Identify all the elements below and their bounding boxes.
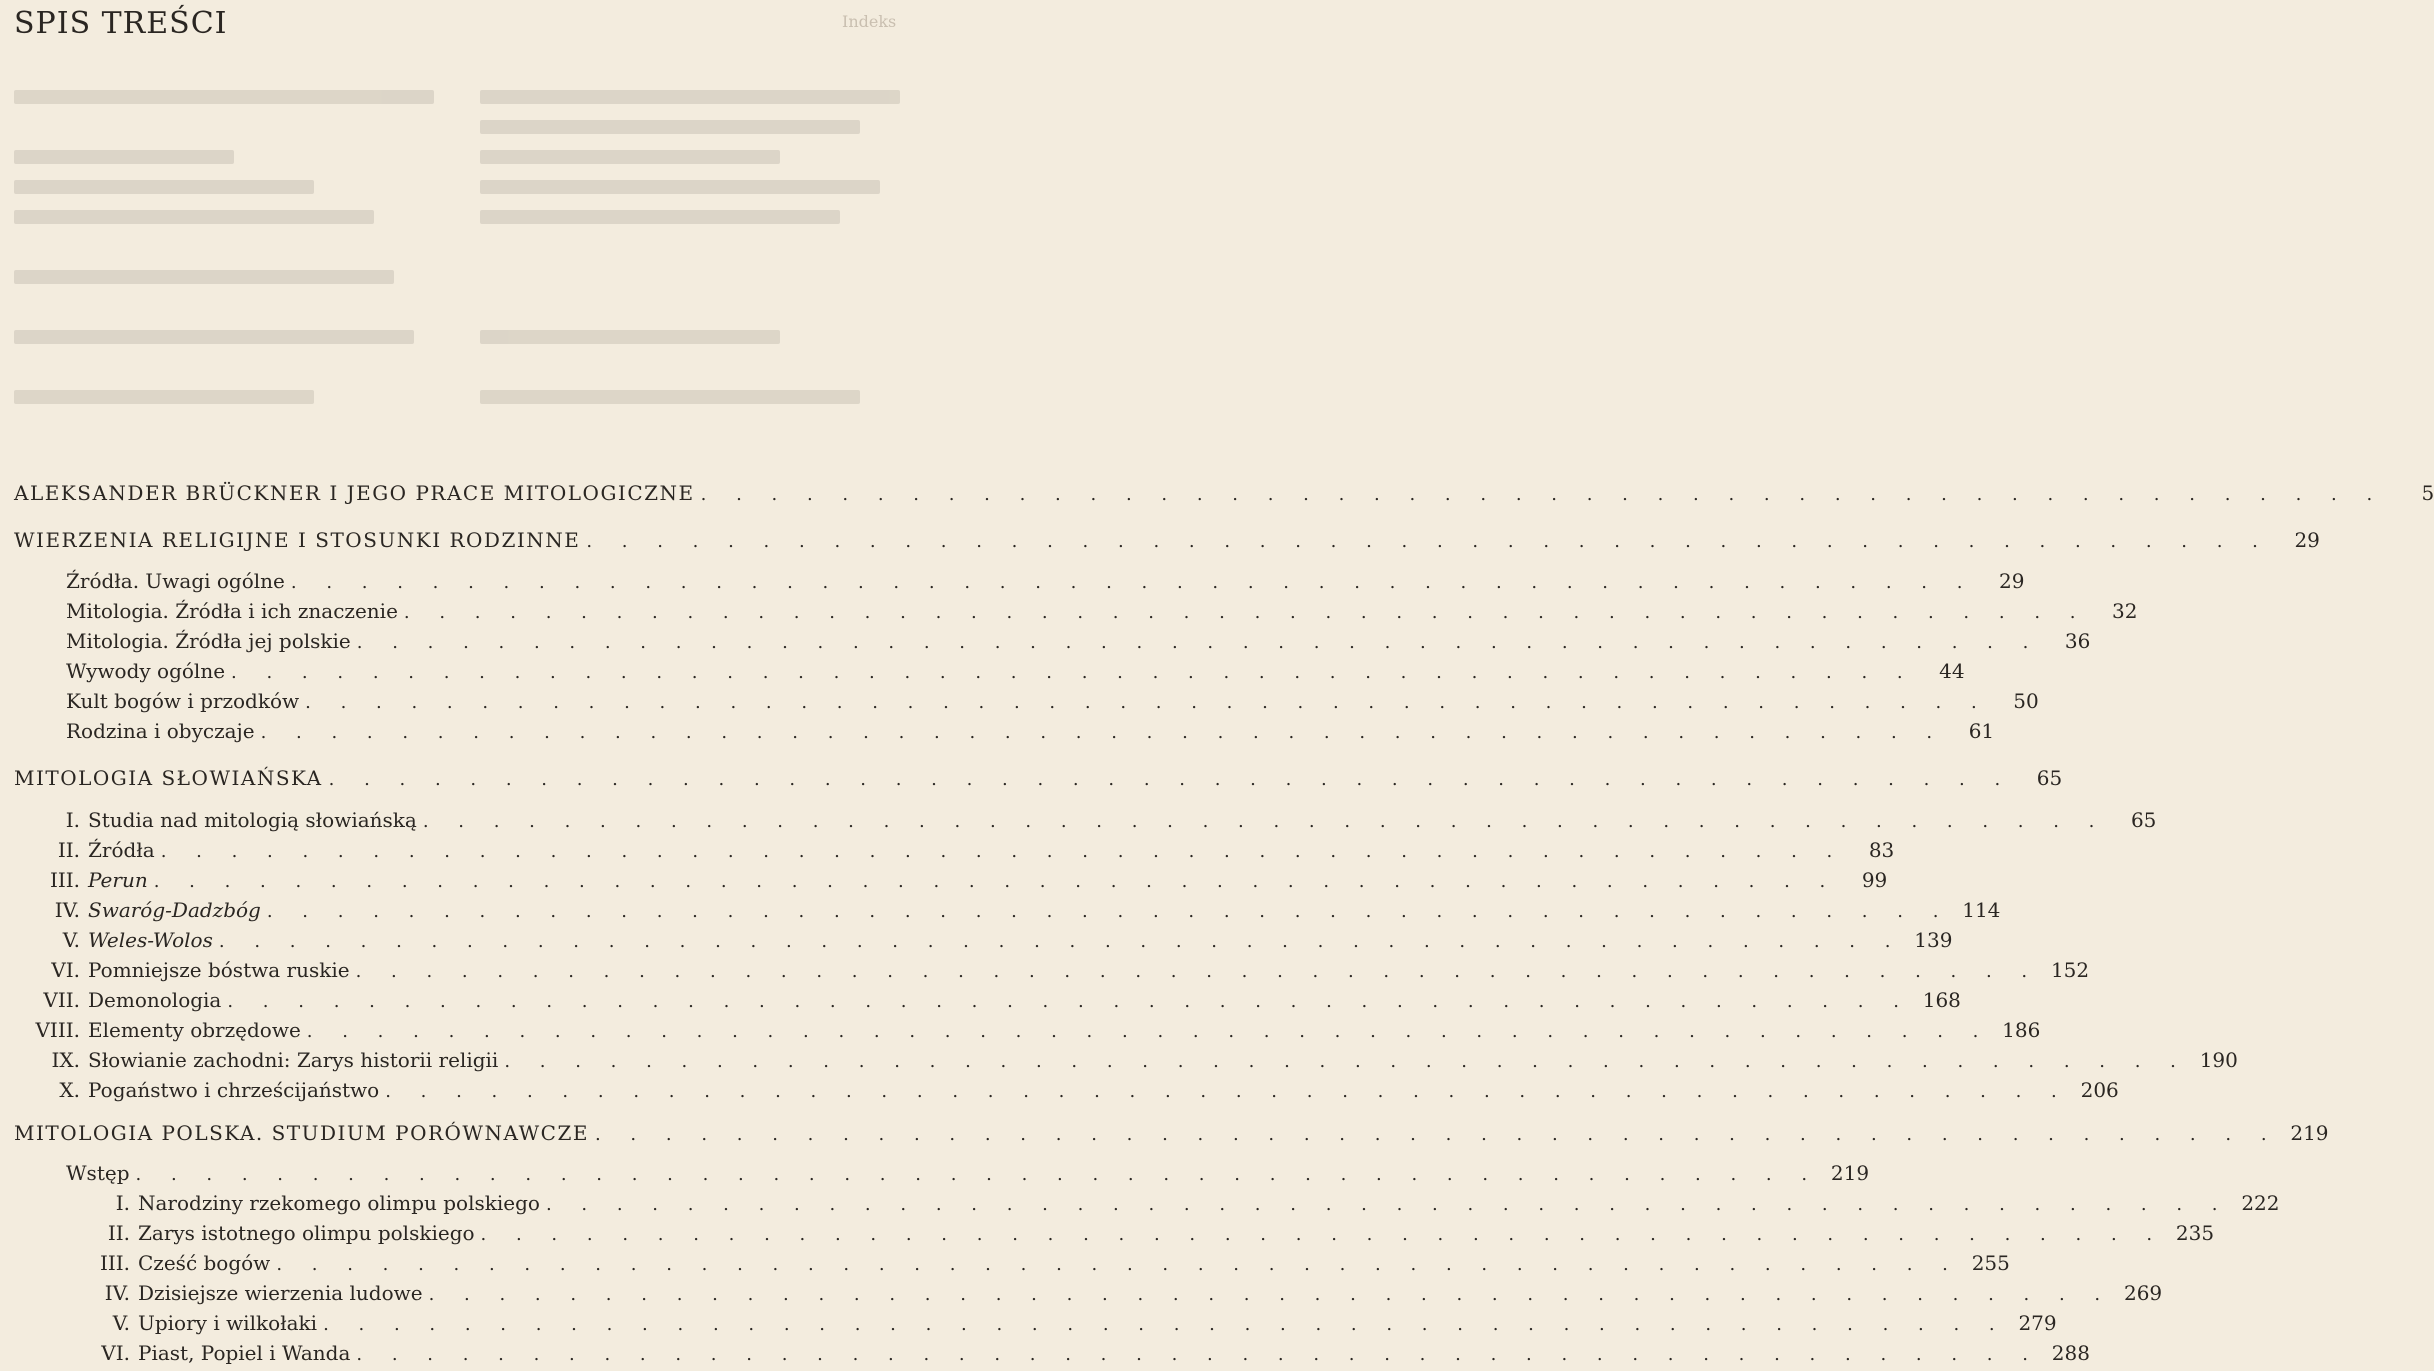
toc-page-number: 65 — [2036, 766, 2063, 790]
toc-entry[interactable] — [10, 1308, 2057, 1338]
toc-entry-number: V. — [112, 1311, 130, 1335]
toc-entry-label: Wywody ogólne — [66, 659, 226, 683]
toc-page-number: 255 — [1971, 1251, 2010, 1275]
toc-entry[interactable] — [10, 1248, 2010, 1278]
dot-leader: . . . . . . . . . . . . . . . . . . . . . . . . . . . . . . . . . . . . . . . . . . . . . . . . — [306, 1021, 1991, 1042]
toc-page-number: 32 — [2112, 599, 2138, 623]
dot-leader: . . . . . . . . . . . . . . . . . . . . . . . . . . . . . . . . . . . . . . . . . . . . . . . . — [305, 692, 1989, 713]
toc-page-number: 152 — [2050, 958, 2090, 982]
dot-leader: . . . . . . . . . . . . . . . . . . . . . . . . . . . . . . . . . . . . . . . . . . . . . . . . — [545, 1194, 2230, 1215]
dot-leader: . . . . . . . . . . . . . . . . . . . . . . . . . . . . . . . . . . . . . . . . . . . . . . . . — [385, 1081, 2069, 1102]
page-title: SPIS TREŚCI — [14, 6, 228, 41]
toc-entry-number: VII. — [43, 988, 80, 1012]
dot-leader: . . . . . . . . . . . . . . . . . . . . . . . . . . . . . . . . . . . . . . . . . . . . . . . . — [323, 1314, 2007, 1335]
toc-entry[interactable] — [66, 716, 1995, 746]
toc-page-number: 279 — [2018, 1311, 2057, 1335]
toc-page-number: 219 — [1830, 1161, 1870, 1185]
dot-leader: . . . . . . . . . . . . . . . . . . . . . . . . . . . . . . . . . . . . . . . . . . . . . . . . — [260, 722, 1945, 743]
toc-page-number: 288 — [2051, 1341, 2090, 1365]
toc-entry-label: Dzisiejsze wierzenia ludowe — [138, 1281, 423, 1305]
toc-entry-label: WIERZENIA RELIGIJNE I STOSUNKI RODZINNE — [14, 528, 581, 552]
toc-entry-label: ALEKSANDER BRÜCKNER I JEGO PRACE MITOLOGICZNE — [14, 481, 695, 505]
toc-section-entry[interactable] — [14, 478, 2434, 508]
toc-entry[interactable] — [10, 985, 1961, 1015]
toc-entry-number: II. — [57, 838, 80, 862]
toc-entry-label: Studia nad mitologią słowiańską — [88, 808, 417, 832]
dot-leader: . . . . . . . . . . . . . . . . . . . . . . . . . . . . . . . . . . . . . . . . . . . . . . . . — [356, 632, 2041, 653]
toc-entry-number: VI. — [101, 1341, 130, 1365]
toc-page-number: 50 — [2013, 689, 2039, 713]
toc-entry[interactable] — [10, 835, 1895, 865]
dot-leader: . . . . . . . . . . . . . . . . . . . . . . . . . . . . . . . . . . . . . . . . . . . . . . . . — [428, 1284, 2113, 1305]
toc-entry-label: Elementy obrzędowe — [88, 1018, 301, 1042]
toc-entry-label: Weles-Wolos — [88, 928, 213, 952]
show-through-text — [0, 60, 923, 460]
toc-entry-number: IX. — [51, 1048, 80, 1072]
dot-leader: . . . . . . . . . . . . . . . . . . . . . . . . . . . . . . . . . . . . . . . . . . . . . . . . — [227, 991, 1911, 1012]
dot-leader: . . . . . . . . . . . . . . . . . . . . . . . . . . . . . . . . . . . . . . . . . . . . . . . . — [218, 931, 1903, 952]
toc-entry[interactable] — [66, 626, 2091, 656]
toc-entry-label: Źródła. Uwagi ogólne — [66, 569, 285, 593]
toc-entry-label: Demonologia — [88, 988, 222, 1012]
toc-entry-label: Perun — [88, 868, 148, 892]
dot-leader: . . . . . . . . . . . . . . . . . . . . . . . . . . . . . . . . . . . . . . . . . . . . . . . . — [355, 961, 2040, 982]
toc-entry-label: Pogaństwo i chrześcijaństwo — [88, 1078, 380, 1102]
toc-entry[interactable] — [66, 686, 2039, 716]
dot-leader: . . . . . . . . . . . . . . . . . . . . . . . . . . . . . . . . . . . . . . . . . . . . . . . . — [290, 572, 1975, 593]
toc-entry-label: Wstęp — [66, 1161, 130, 1185]
toc-page-number: 186 — [2002, 1018, 2041, 1042]
dot-leader: . . . . . . . . . . . . . . . . . . . . . . . . . . . . . . . . . . . . . . . . . . . . . . . . — [328, 769, 2013, 790]
toc-entry-number: III. — [49, 868, 80, 892]
toc-entry-label: Mitologia. Źródła jej polskie — [66, 629, 351, 653]
toc-section-entry[interactable] — [14, 525, 2320, 555]
toc-entry-label: Swaróg-Dadzbóg — [88, 898, 261, 922]
toc-page-number: 222 — [2241, 1191, 2280, 1215]
toc-entry-label: Słowianie zachodni: Zarys historii religii — [88, 1048, 499, 1072]
toc-page-number: 269 — [2123, 1281, 2163, 1305]
toc-entry-number: VIII. — [35, 1018, 80, 1042]
toc-section-entry[interactable] — [14, 763, 2063, 793]
toc-page-number: 83 — [1868, 838, 1895, 862]
toc-page-number: 44 — [1939, 659, 1965, 683]
toc-entry-label: Zarys istotnego olimpu polskiego — [138, 1221, 475, 1245]
toc-entry[interactable] — [10, 1218, 2215, 1248]
toc-entry[interactable] — [10, 1075, 2119, 1105]
toc-entry-label: Cześć bogów — [138, 1251, 271, 1275]
toc-page-number: 99 — [1861, 868, 1888, 892]
toc-entry-label: Mitologia. Źródła i ich znaczenie — [66, 599, 398, 623]
toc-entry-label: Piast, Popiel i Wanda — [138, 1341, 351, 1365]
dot-leader: . . . . . . . . . . . . . . . . . . . . . . . . . . . . . . . . . . . . . . . . . . . . . . . . — [480, 1224, 2165, 1245]
dot-leader: . . . . . . . . . . . . . . . . . . . . . . . . . . . . . . . . . . . . . . . . . . . . . . . . — [153, 871, 1838, 892]
toc-entry[interactable] — [10, 1188, 2280, 1218]
toc-entry-number: I. — [115, 1191, 130, 1215]
toc-entry-number: V. — [62, 928, 80, 952]
toc-entry-label: Upiory i wilkołaki — [138, 1311, 318, 1335]
toc-entry[interactable] — [10, 1338, 2090, 1368]
toc-entry-number: I. — [65, 808, 80, 832]
toc-entry-number: VI. — [51, 958, 80, 982]
dot-leader: . . . . . . . . . . . . . . . . . . . . . . . . . . . . . . . . . . . . . . . . . . . . . . . . — [594, 1124, 2279, 1145]
toc-entry[interactable] — [66, 1158, 1870, 1188]
toc-page-number: 190 — [2199, 1048, 2238, 1072]
dot-leader: . . . . . . . . . . . . . . . . . . . . . . . . . . . . . . . . . . . . . . . . . . . . . . . . — [266, 901, 1951, 922]
dot-leader: . . . . . . . . . . . . . . . . . . . . . . . . . . . . . . . . . . . . . . . . . . . . . . . . — [135, 1164, 1820, 1185]
toc-page-number: 29 — [1999, 569, 2025, 593]
dot-leader: . . . . . . . . . . . . . . . . . . . . . . . . . . . . . . . . . . . . . . . . . . . . . . . . — [356, 1344, 2040, 1365]
toc-page-number: 206 — [2080, 1078, 2119, 1102]
toc-page-number: 65 — [2130, 808, 2157, 832]
toc-entry[interactable] — [66, 566, 2025, 596]
dot-leader: . . . . . . . . . . . . . . . . . . . . . . . . . . . . . . . . . . . . . . . . . . . . . . . . — [276, 1254, 1960, 1275]
toc-entry[interactable] — [10, 865, 1888, 895]
toc-page-number: 139 — [1914, 928, 1953, 952]
corner-running-head: Indeks — [842, 12, 897, 31]
toc-entry[interactable] — [10, 1015, 2041, 1045]
dot-leader: . . . . . . . . . . . . . . . . . . . . . . . . . . . . . . . . . . . . . . . . . . . . . . . . — [403, 602, 2088, 623]
toc-entry-number: IV. — [104, 1281, 130, 1305]
toc-page-number: 219 — [2290, 1121, 2329, 1145]
toc-entry[interactable] — [10, 895, 2001, 925]
toc-entry-label: Pomniejsze bóstwa ruskie — [88, 958, 350, 982]
toc-page-number: 114 — [1962, 898, 2001, 922]
toc-entry[interactable] — [10, 1045, 2238, 1075]
toc-entry-label: Kult bogów i przodków — [66, 689, 300, 713]
toc-page-number: 168 — [1922, 988, 1961, 1012]
toc-entry-label: MITOLOGIA SŁOWIAŃSKA — [14, 766, 323, 790]
dot-leader: . . . . . . . . . . . . . . . . . . . . . . . . . . . . . . . . . . . . . . . . . . . . . . . . — [160, 841, 1845, 862]
dot-leader: . . . . . . . . . . . . . . . . . . . . . . . . . . . . . . . . . . . . . . . . . . . . . . . . — [422, 811, 2107, 832]
toc-entry-label: MITOLOGIA POLSKA. STUDIUM PORÓWNAWCZE — [14, 1121, 589, 1145]
toc-entry[interactable] — [10, 955, 2090, 985]
toc-entry-number: X. — [59, 1078, 80, 1102]
toc-page-number: 5 — [2421, 481, 2434, 505]
dot-leader: . . . . . . . . . . . . . . . . . . . . . . . . . . . . . . . . . . . . . . . . . . . . . . . . — [700, 484, 2385, 505]
toc-entry[interactable] — [10, 925, 1953, 955]
toc-entry-number: IV. — [54, 898, 80, 922]
toc-entry[interactable] — [10, 1278, 2163, 1308]
toc-entry[interactable] — [66, 596, 2138, 626]
dot-leader: . . . . . . . . . . . . . . . . . . . . . . . . . . . . . . . . . . . . . . . . . . . . . . . . — [586, 531, 2270, 552]
toc-entry[interactable] — [66, 656, 1965, 686]
toc-entry-label: Narodziny rzekomego olimpu polskiego — [138, 1191, 540, 1215]
toc-page-number: 36 — [2064, 629, 2091, 653]
dot-leader: . . . . . . . . . . . . . . . . . . . . . . . . . . . . . . . . . . . . . . . . . . . . . . . . — [504, 1051, 2188, 1072]
toc-page-number: 61 — [1968, 719, 1995, 743]
toc-page-number: 29 — [2294, 528, 2320, 552]
toc-section-entry[interactable] — [14, 1118, 2329, 1148]
toc-entry-number: III. — [99, 1251, 130, 1275]
toc-entry[interactable] — [10, 805, 2157, 835]
toc-entry-label: Rodzina i obyczaje — [66, 719, 255, 743]
toc-page-number: 235 — [2175, 1221, 2215, 1245]
toc-entry-number: II. — [107, 1221, 130, 1245]
dot-leader: . . . . . . . . . . . . . . . . . . . . . . . . . . . . . . . . . . . . . . . . . . . . . . . . — [231, 662, 1915, 683]
toc-entry-label: Źródła — [88, 838, 155, 862]
